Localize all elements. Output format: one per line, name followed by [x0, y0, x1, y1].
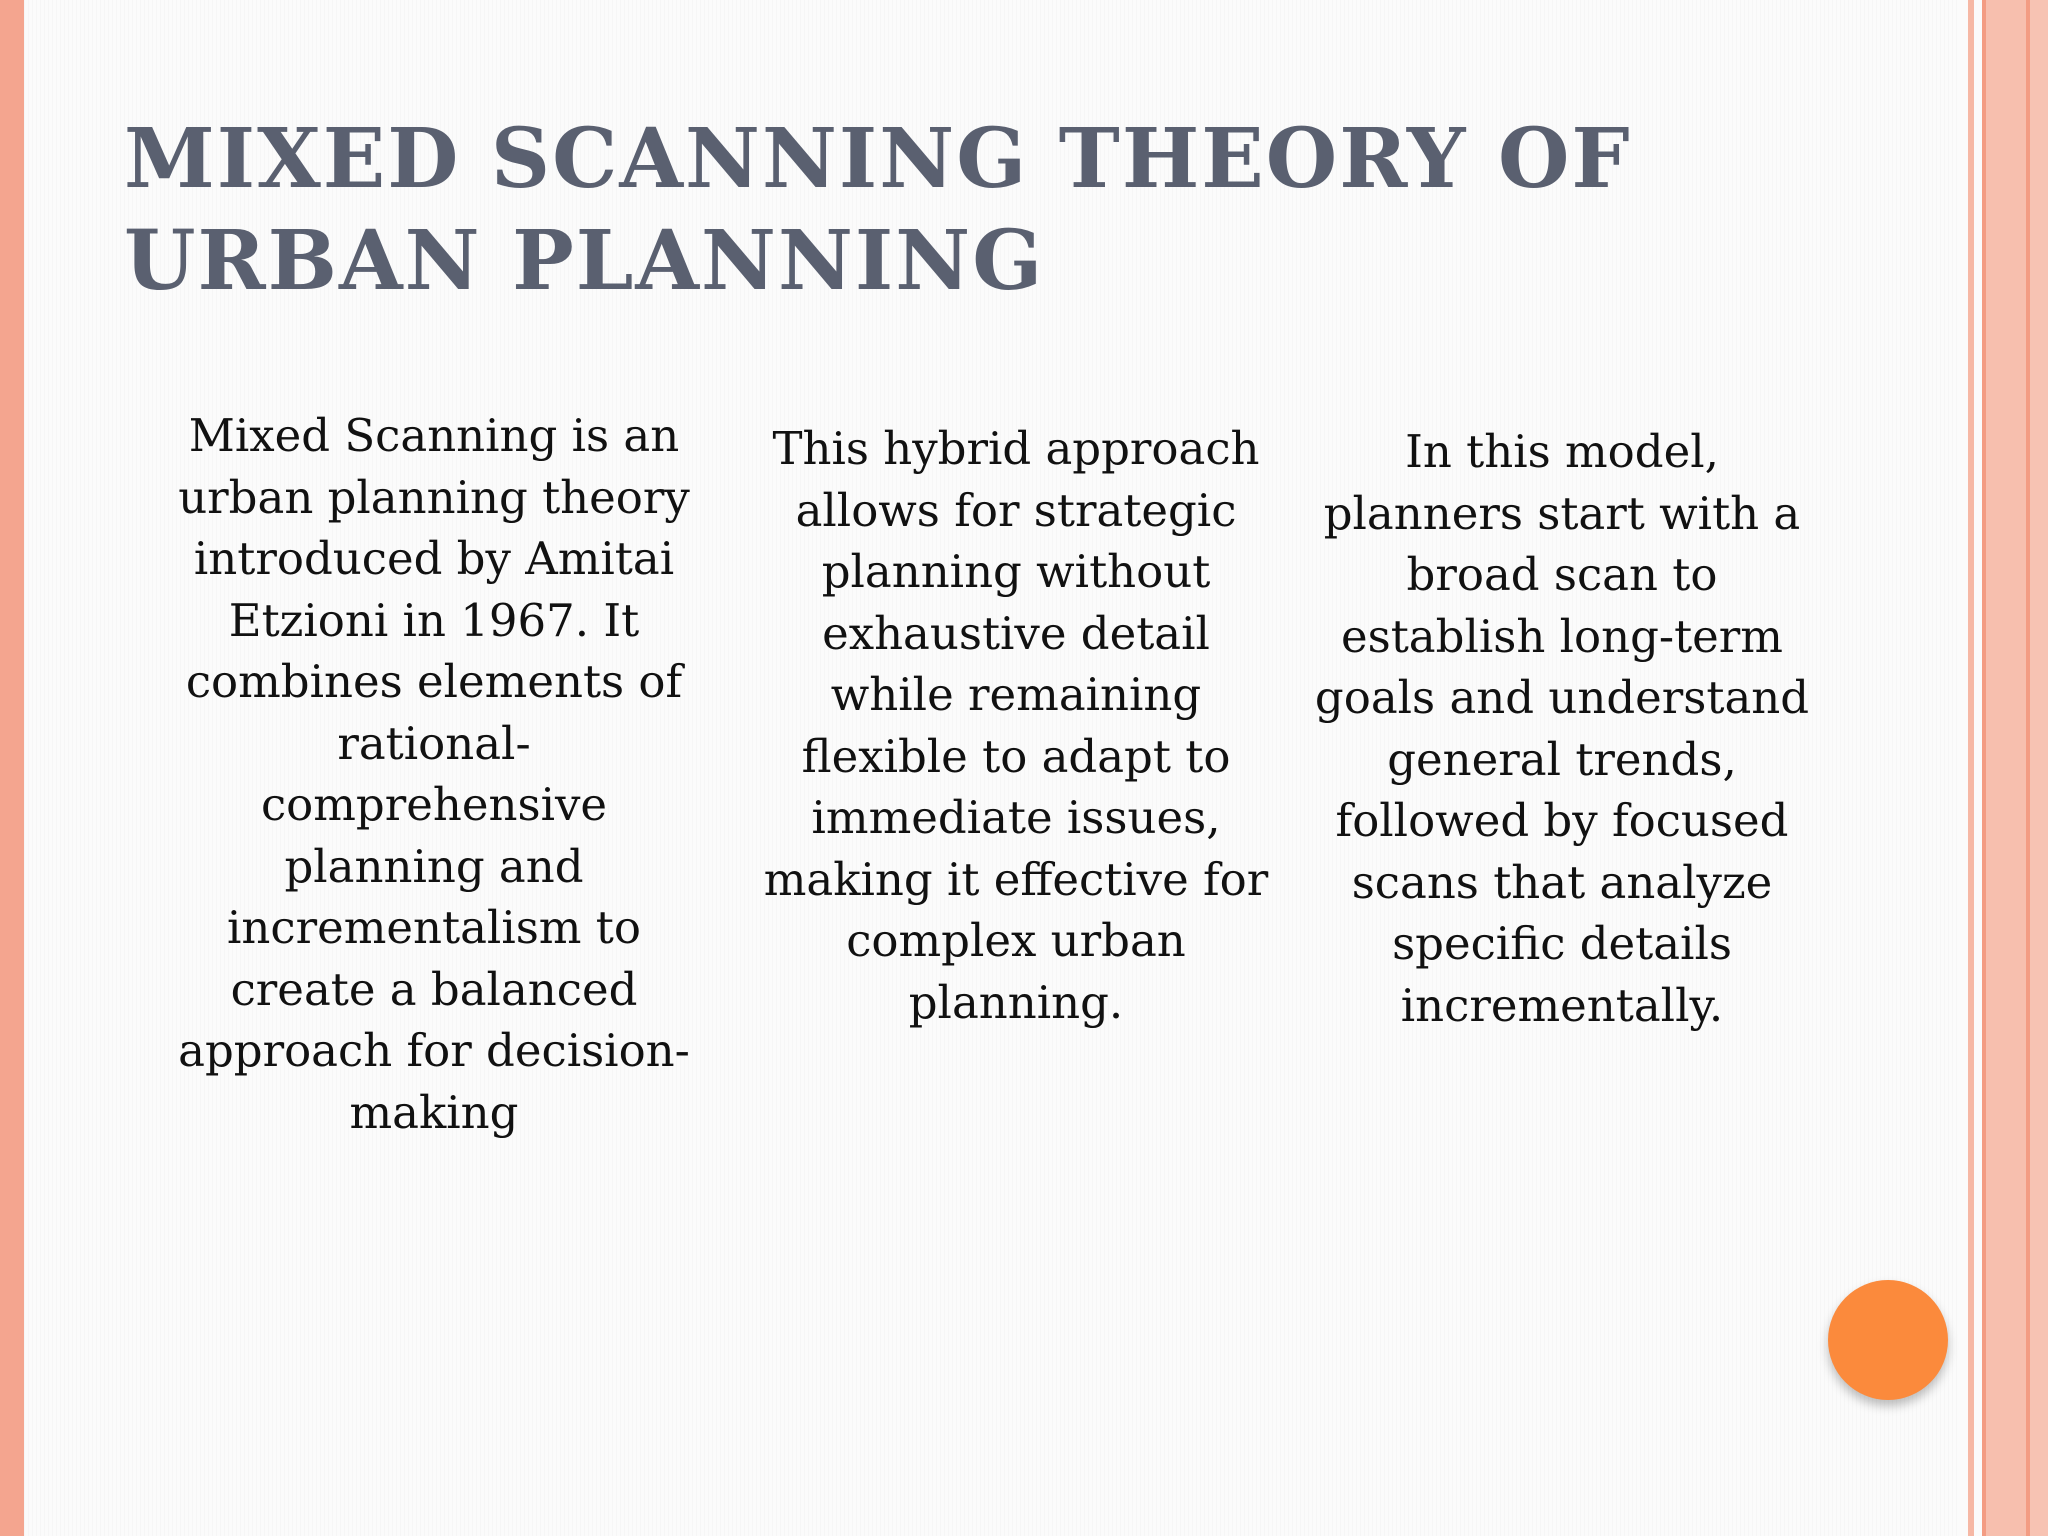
orange-circle-decoration [1828, 1280, 1948, 1400]
text-column-1: Mixed Scanning is an urban planning theory introduced by Amitai Etzioni in 1967. It combines elements of rational-comprehensive planning and incrementalism to create a balanced approach for decision-making [178, 409, 690, 1139]
slide-title: MIXED SCANNING THEORY OF URBAN PLANNING [124, 111, 1632, 309]
left-border-stripe [0, 0, 24, 1536]
text-column-3: In this model, planners start with a broad scan to establish long-term goals and understand general trends, followed by focused scans that analyze specific details incrementally. [1314, 425, 1810, 1032]
right-border-stripes [1960, 0, 2048, 1536]
text-column-2: This hybrid approach allows for strategic planning without exhaustive detail while remaining flexible to adapt to immediate issues, making it effective for complex urban planning. [763, 422, 1269, 1029]
